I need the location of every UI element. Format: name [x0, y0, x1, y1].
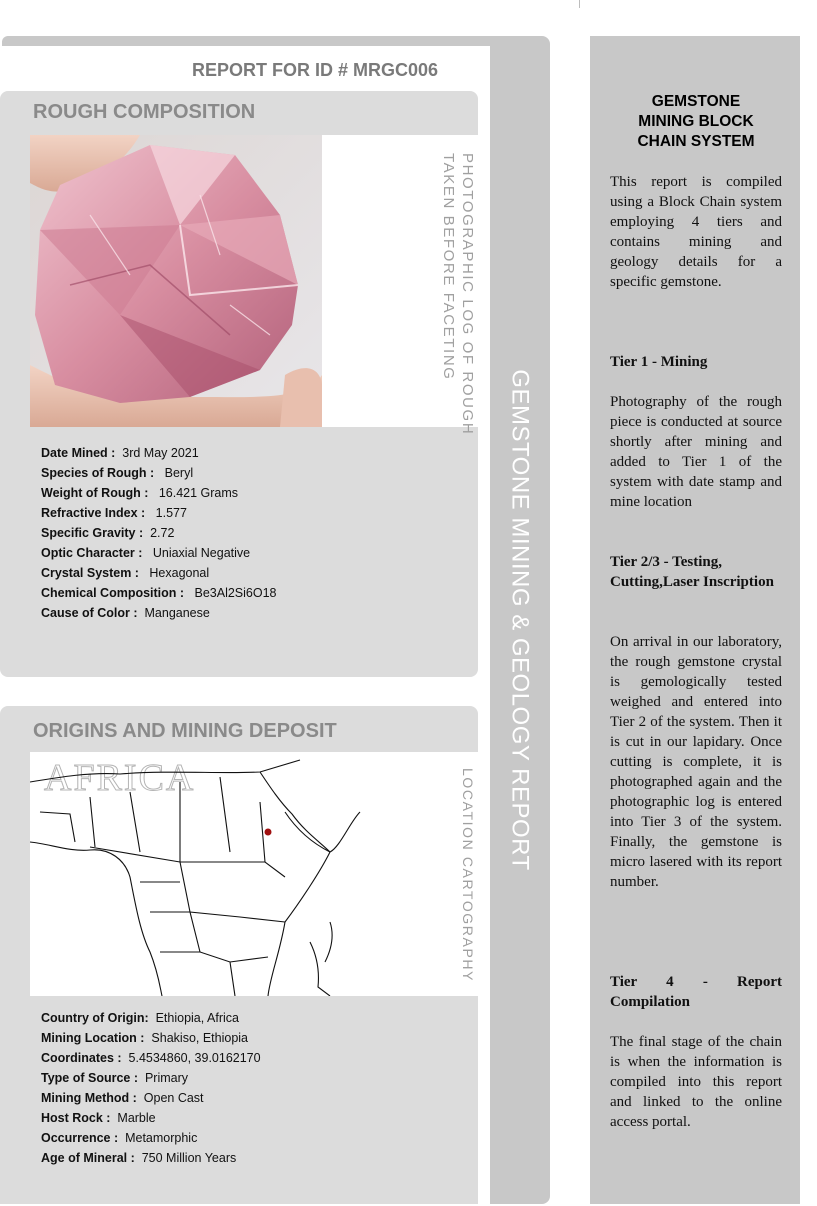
map-caption: LOCATION CARTOGRAPHY — [460, 768, 476, 983]
map-africa-label: AFRICA — [44, 757, 196, 799]
origins-title: ORIGINS AND MINING DEPOSIT — [33, 720, 337, 742]
report-spine-label: GEMSTONE MINING & GEOLOGY REPORT — [507, 369, 534, 871]
sidebar-title-line1: GEMSTONE — [651, 93, 741, 110]
sidebar-title — [610, 92, 782, 152]
top-strip — [2, 36, 490, 46]
rough-detail-row: Specific Gravity : 2.72 — [41, 526, 175, 540]
origin-detail-row: Type of Source : Primary — [41, 1071, 189, 1085]
rough-detail-row: Optic Character : Uniaxial Negative — [41, 546, 251, 560]
origin-detail-row: Age of Mineral : 750 Million Years — [41, 1151, 237, 1165]
photo-caption-line1: PHOTOGRAPHIC LOG OF ROUGH — [459, 153, 476, 436]
photo-caption-line2: TAKEN BEFORE FACETING — [440, 153, 457, 381]
rough-detail-row: Refractive Index : 1.577 — [41, 506, 187, 520]
tier4-heading: Tier 4 - Report Compilation — [610, 974, 782, 1010]
origin-detail-row: Occurrence : Metamorphic — [41, 1131, 198, 1145]
mine-location-marker — [265, 829, 272, 836]
origin-detail-row: Coordinates : 5.4534860, 39.0162170 — [41, 1051, 261, 1065]
map-caption-wrap — [460, 768, 480, 988]
sidebar-title-line2: MINING BLOCK — [638, 113, 754, 130]
gemstone-photo-image — [30, 135, 322, 427]
rough-detail-row: Chemical Composition : Be3Al2Si6O18 — [41, 586, 277, 600]
rough-detail-row: Weight of Rough : 16.421 Grams — [41, 486, 239, 500]
origin-detail-row: Country of Origin: Ethiopia, Africa — [41, 1011, 239, 1025]
tier1-text: Photography of the rough piece is conducted at source shortly after mining and added to Tier 1 of the system with date stamp and mine location — [610, 394, 782, 510]
origin-detail-row: Mining Location : Shakiso, Ethiopia — [41, 1031, 249, 1045]
rough-detail-row: Cause of Color : Manganese — [41, 606, 210, 620]
rough-detail-row: Date Mined : 3rd May 2021 — [41, 446, 199, 460]
report-id-title: REPORT FOR ID # MRGC006 — [191, 60, 439, 80]
africa-map-image — [30, 752, 392, 996]
rough-composition-title: ROUGH COMPOSITION — [33, 101, 256, 123]
tier1-heading: Tier 1 - Mining — [610, 354, 708, 370]
page-tick-mark — [579, 0, 580, 8]
report-spine-label-wrap — [490, 36, 550, 1204]
tier4-text: The final stage of the chain is when the information is compiled into this report and linked to the online access portal. — [610, 1034, 782, 1130]
tier23-heading: Tier 2/3 - Testing, Cutting,Laser Inscription — [610, 554, 774, 590]
origin-detail-row: Mining Method : Open Cast — [41, 1091, 204, 1105]
sidebar-intro: This report is compiled using a Block Chain system employing 4 tiers and contains mining and geology details for a specific gemstone. — [610, 174, 782, 290]
origin-detail-row: Host Rock : Marble — [41, 1111, 156, 1125]
sidebar-title-line3: CHAIN SYSTEM — [637, 133, 755, 150]
tier23-text: On arrival in our laboratory, the rough gemstone crystal is gemologically tested weighed and entered into Tier 2 of the system. Then it is cut in our lapidary. Once cutting is complete, it is photographed again and the photographic log is entered into Tier 3 of the system. Finally, the gemstone is micro lasered with its report number. — [610, 634, 782, 890]
photo-caption — [420, 135, 480, 436]
rough-detail-row: Crystal System : Hexagonal — [41, 566, 210, 580]
rough-detail-row: Species of Rough : Beryl — [41, 466, 194, 480]
